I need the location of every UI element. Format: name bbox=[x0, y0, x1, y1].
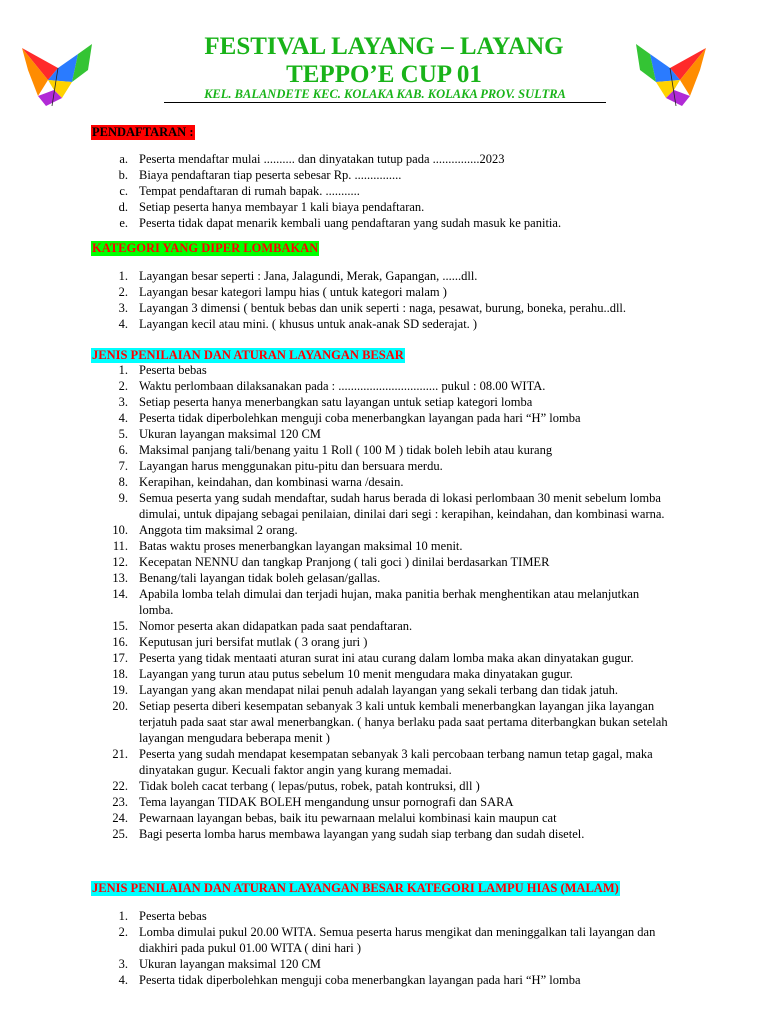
list-item-marker: 15. bbox=[112, 619, 128, 633]
list-item bbox=[0, 810, 675, 826]
list-item-marker: 7. bbox=[118, 459, 128, 473]
list-item-marker: 23. bbox=[112, 795, 128, 809]
list-item bbox=[0, 650, 675, 666]
list-item bbox=[0, 426, 675, 442]
list-item-text: Semua peserta yang sudah mendaftar, sudah harus berada di lokasi perlombaan 30 menit sebelum lomba dimulai, untuk dipajang sebagai penilaian, dinilai dari segi : kerapihan, keindahan, dan kombinasi warna. bbox=[139, 491, 665, 521]
list-item bbox=[0, 151, 675, 167]
list-item bbox=[0, 538, 675, 554]
list-item bbox=[0, 682, 675, 698]
list-item-marker: 11. bbox=[112, 539, 128, 553]
list-item bbox=[0, 586, 675, 618]
list-item-marker: 4. bbox=[118, 973, 128, 987]
list-item-marker: 10. bbox=[112, 523, 128, 537]
besar-rules-list bbox=[0, 362, 675, 842]
list-item-text: Layangan yang akan mendapat nilai penuh adalah layangan yang sekali terbang dan tidak jatuh. bbox=[139, 683, 618, 697]
list-item-text: Tema layangan TIDAK BOLEH mengandung unsur pornografi dan SARA bbox=[139, 795, 514, 809]
list-item-marker: 4. bbox=[118, 317, 128, 331]
list-item-marker: 5. bbox=[118, 427, 128, 441]
section-heading-pendaftaran: PENDAFTARAN : bbox=[92, 125, 194, 139]
list-item bbox=[0, 458, 675, 474]
list-item bbox=[0, 698, 675, 746]
list-item-text: Kerapihan, keindahan, dan kombinasi warna /desain. bbox=[139, 475, 404, 489]
list-item-text: Pewarnaan layangan bebas, baik itu pewarnaan melalui kombinasi kain maupun cat bbox=[139, 811, 557, 825]
list-item-text: Tempat pendaftaran di rumah bapak. ........... bbox=[139, 184, 360, 198]
list-item-marker: 25. bbox=[112, 827, 128, 841]
page-title-line1: FESTIVAL LAYANG – LAYANG bbox=[204, 33, 564, 60]
list-item bbox=[0, 554, 675, 570]
list-item bbox=[0, 474, 675, 490]
list-item bbox=[0, 183, 675, 199]
list-item-marker: 12. bbox=[112, 555, 128, 569]
kategori-list bbox=[0, 268, 675, 332]
list-item-marker: 1. bbox=[118, 269, 128, 283]
list-item bbox=[0, 634, 675, 650]
list-item-text: Peserta tidak diperbolehkan menguji coba menerbangkan layangan pada hari “H” lomba bbox=[139, 973, 581, 987]
list-item-marker: a. bbox=[119, 152, 128, 166]
list-item-text: Waktu perlombaan dilaksanakan pada : ................................ pukul : 08.00 WITA. bbox=[139, 379, 546, 393]
list-item bbox=[0, 199, 675, 215]
list-item bbox=[0, 908, 675, 924]
list-item-text: Ukuran layangan maksimal 120 CM bbox=[139, 427, 321, 441]
list-item-text: Peserta yang sudah mendapat kesempatan sebanyak 3 kali percobaan terbang namun tetap gagal, maka dinyatakan gugur. Kecuali faktor angin yang kurang memadai. bbox=[139, 747, 653, 777]
list-item-marker: 3. bbox=[118, 301, 128, 315]
list-item-text: Peserta bebas bbox=[139, 909, 207, 923]
list-item bbox=[0, 300, 675, 316]
list-item-text: Peserta bebas bbox=[139, 363, 207, 377]
list-item-marker: 1. bbox=[118, 909, 128, 923]
list-item bbox=[0, 410, 675, 426]
list-item-marker: c. bbox=[119, 184, 128, 198]
list-item-text: Layangan kecil atau mini. ( khusus untuk anak-anak SD sederajat. ) bbox=[139, 317, 478, 331]
page-subtitle: KEL. BALANDETE KEC. KOLAKA KAB. KOLAKA PROV. SULTRA bbox=[164, 87, 606, 103]
list-item bbox=[0, 167, 675, 183]
list-item bbox=[0, 316, 675, 332]
list-item-marker: 8. bbox=[118, 475, 128, 489]
list-item-marker: 13. bbox=[112, 571, 128, 585]
list-item-marker: 19. bbox=[112, 683, 128, 697]
list-item-text: Keputusan juri bersifat mutlak ( 3 orang juri ) bbox=[139, 635, 368, 649]
list-item-marker: 6. bbox=[118, 443, 128, 457]
list-item-marker: 2. bbox=[118, 925, 128, 939]
list-item bbox=[0, 826, 675, 842]
list-item bbox=[0, 442, 675, 458]
list-item-text: Peserta tidak diperbolehkan menguji coba menerbangkan layangan pada hari “H” lomba bbox=[139, 411, 581, 425]
list-item-text: Setiap peserta diberi kesempatan sebanyak 3 kali untuk kembali menerbangkan layangan jika layangan terjatuh pada saat star awal menerbangkan. ( hanya berlaku pada saat pertama diterbangkan bukan setelah layangan mengudara beberapa menit ) bbox=[139, 699, 668, 745]
list-item bbox=[0, 956, 675, 972]
list-item-text: Setiap peserta hanya menerbangkan satu layangan untuk setiap kategori lomba bbox=[139, 395, 533, 409]
list-item-text: Anggota tim maksimal 2 orang. bbox=[139, 523, 298, 537]
list-item-marker: e. bbox=[119, 216, 128, 230]
list-item bbox=[0, 490, 675, 522]
list-item-text: Bagi peserta lomba harus membawa layangan yang sudah siap terbang dan sudah disetel. bbox=[139, 827, 585, 841]
list-item-text: Ukuran layangan maksimal 120 CM bbox=[139, 957, 321, 971]
list-item-text: Batas waktu proses menerbangkan layangan maksimal 10 menit. bbox=[139, 539, 463, 553]
list-item-text: Layangan besar kategori lampu hias ( untuk kategori malam ) bbox=[139, 285, 447, 299]
list-item-marker: 18. bbox=[112, 667, 128, 681]
list-item-marker: 4. bbox=[118, 411, 128, 425]
list-item bbox=[0, 778, 675, 794]
list-item-marker: 21. bbox=[112, 747, 128, 761]
page-title-line2: TEPPO’E CUP 01 bbox=[286, 61, 482, 88]
list-item-marker: 14. bbox=[112, 587, 128, 601]
list-item bbox=[0, 972, 675, 988]
list-item bbox=[0, 362, 675, 378]
list-item-marker: 20. bbox=[112, 699, 128, 713]
list-item-text: Peserta mendaftar mulai .......... dan dinyatakan tutup pada ...............2023 bbox=[139, 152, 505, 166]
list-item-marker: 3. bbox=[118, 957, 128, 971]
list-item-marker: b. bbox=[118, 168, 128, 182]
list-item-text: Peserta yang tidak mentaati aturan surat ini atau curang dalam lomba maka akan dinyatakan gugur. bbox=[139, 651, 634, 665]
list-item-text: Kecepatan NENNU dan tangkap Pranjong ( tali goci ) dinilai berdasarkan TIMER bbox=[139, 555, 550, 569]
list-item bbox=[0, 746, 675, 778]
list-item bbox=[0, 666, 675, 682]
list-item-text: Layangan harus menggunakan pitu-pitu dan bersuara merdu. bbox=[139, 459, 443, 473]
list-item-text: Apabila lomba telah dimulai dan terjadi hujan, maka panitia berhak menghentikan atau melanjutkan lomba. bbox=[139, 587, 640, 617]
list-item-marker: 22. bbox=[112, 779, 128, 793]
list-item-text: Peserta tidak dapat menarik kembali uang pendaftaran yang sudah masuk ke panitia. bbox=[139, 216, 562, 230]
list-item bbox=[0, 794, 675, 810]
list-item-text: Benang/tali layangan tidak boleh gelasan/gallas. bbox=[139, 571, 381, 585]
list-item-text: Layangan besar seperti : Jana, Jalagundi, Merak, Gapangan, ......dll. bbox=[139, 269, 478, 283]
list-item bbox=[0, 284, 675, 300]
list-item bbox=[0, 570, 675, 586]
list-item bbox=[0, 394, 675, 410]
list-item-text: Biaya pendaftaran tiap peserta sebesar Rp. ............... bbox=[139, 168, 402, 182]
list-item-text: Maksimal panjang tali/benang yaitu 1 Roll ( 100 M ) tidak boleh lebih atau kurang bbox=[139, 443, 553, 457]
list-item-marker: 3. bbox=[118, 395, 128, 409]
list-item-text: Nomor peserta akan didapatkan pada saat pendaftaran. bbox=[139, 619, 413, 633]
list-item-text: Layangan yang turun atau putus sebelum 10 menit mengudara maka dinyatakan gugur. bbox=[139, 667, 573, 681]
list-item-text: Lomba dimulai pukul 20.00 WITA. Semua peserta harus mengikat dan meninggalkan tali layangan dan diakhiri pada pukul 01.00 WITA ( dini hari ) bbox=[139, 925, 656, 955]
list-item bbox=[0, 618, 675, 634]
list-item-text: Setiap peserta hanya membayar 1 kali biaya pendaftaran. bbox=[139, 200, 425, 214]
list-item-marker: 1. bbox=[118, 363, 128, 377]
list-item bbox=[0, 268, 675, 284]
list-item-marker: 9. bbox=[118, 491, 128, 505]
list-item bbox=[0, 924, 675, 956]
list-item-text: Tidak boleh cacat terbang ( lepas/putus, robek, patah kontruksi, dll ) bbox=[139, 779, 480, 793]
section-heading-malam: JENIS PENILAIAN DAN ATURAN LAYANGAN BESAR KATEGORI LAMPU HIAS (MALAM) bbox=[92, 881, 619, 895]
section-heading-kategori: KATEGORI YANG DIPER LOMBAKAN bbox=[92, 241, 319, 255]
list-item bbox=[0, 378, 675, 394]
list-item bbox=[0, 522, 675, 538]
list-item-text: Layangan 3 dimensi ( bentuk bebas dan unik seperti : naga, pesawat, burung, boneka, perahu..dll. bbox=[139, 301, 627, 315]
list-item-marker: 16. bbox=[112, 635, 128, 649]
list-item-marker: 2. bbox=[118, 285, 128, 299]
list-item-marker: 24. bbox=[112, 811, 128, 825]
list-item-marker: 2. bbox=[118, 379, 128, 393]
pendaftaran-list bbox=[0, 151, 675, 231]
list-item-marker: d. bbox=[118, 200, 128, 214]
list-item bbox=[0, 215, 675, 231]
section-heading-besar: JENIS PENILAIAN DAN ATURAN LAYANGAN BESAR bbox=[92, 348, 404, 362]
list-item-marker: 17. bbox=[112, 651, 128, 665]
malam-rules-list bbox=[0, 908, 675, 988]
